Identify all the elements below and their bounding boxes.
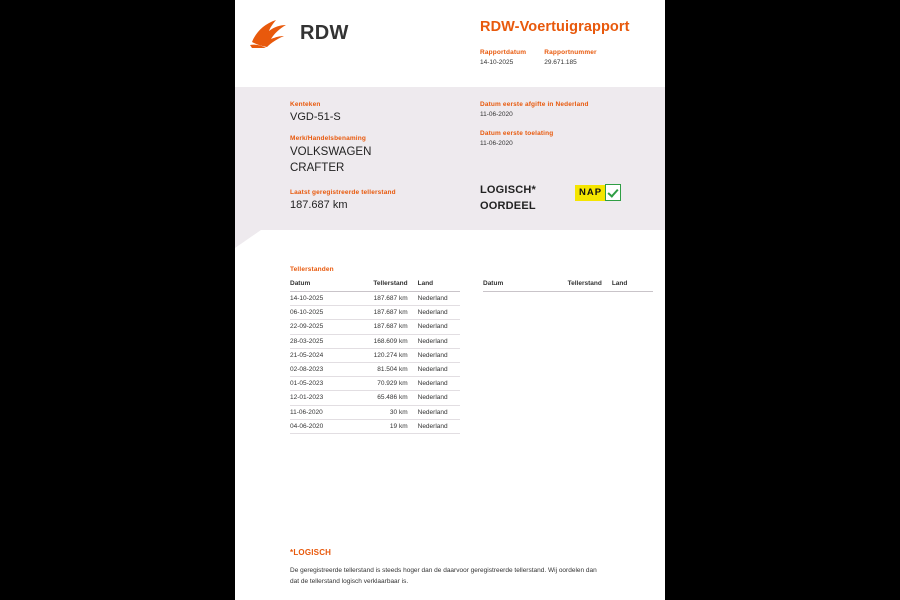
afgifte-value: 11-06-2020 [480, 111, 513, 118]
nap-label: NAP [575, 185, 605, 201]
cell-land: Nederland [408, 405, 460, 419]
report-meta [480, 49, 615, 66]
column-header-datum: Datum [290, 280, 349, 292]
cell-tellerstand: 70.929 km [349, 377, 408, 391]
cell-land: Nederland [408, 334, 460, 348]
cell-datum: 12-01-2023 [290, 391, 349, 405]
cell-datum: 28-03-2025 [290, 334, 349, 348]
tellerstanden-table-second-column [483, 280, 653, 292]
report-title: RDW-Voertuigrapport [480, 19, 630, 35]
footnote-title: *LOGISCH [290, 548, 332, 557]
document-header [235, 0, 665, 87]
kenteken-value: VGD-51-S [290, 111, 341, 123]
table-row [290, 377, 460, 391]
column-header-tellerstand: Tellerstand [543, 280, 602, 292]
vehicle-summary-left [290, 101, 396, 223]
cell-datum: 06-10-2025 [290, 306, 349, 320]
cell-land: Nederland [408, 362, 460, 376]
verdict-line2: OORDEEL [480, 199, 536, 212]
cell-datum: 01-05-2023 [290, 377, 349, 391]
cell-land: Nederland [408, 377, 460, 391]
document-page [235, 0, 665, 600]
column-header-land: Land [602, 280, 653, 292]
cell-tellerstand: 187.687 km [349, 320, 408, 334]
footnote [290, 548, 655, 588]
table-row [290, 405, 460, 419]
verdict-block [480, 183, 536, 215]
cell-land: Nederland [408, 320, 460, 334]
column-header-land: Land [408, 280, 460, 292]
table-row [290, 320, 460, 334]
meta-rapportnummer-value: 29.671.185 [544, 59, 577, 66]
laatste-tellerstand-label: Laatst geregistreerde tellerstand [290, 188, 396, 196]
rdw-flame-logo-icon [246, 16, 294, 50]
afgifte-label: Datum eerste afgifte in Nederland [480, 101, 589, 108]
cell-tellerstand: 187.687 km [349, 306, 408, 320]
cell-land: Nederland [408, 419, 460, 433]
cell-tellerstand: 120.274 km [349, 348, 408, 362]
table-header-row [290, 280, 460, 292]
cell-tellerstand: 168.609 km [349, 334, 408, 348]
cell-tellerstand: 81.504 km [349, 362, 408, 376]
cell-land: Nederland [408, 292, 460, 306]
tellerstanden-title: Tellerstanden [290, 266, 334, 273]
column-header-datum: Datum [483, 280, 543, 292]
kenteken-label: Kenteken [290, 101, 321, 108]
table-row [290, 292, 460, 306]
merk-label: Merk/Handelsbenaming [290, 135, 366, 142]
cell-datum: 22-09-2025 [290, 320, 349, 334]
column-header-tellerstand: Tellerstand [349, 280, 408, 292]
green-check-icon [605, 184, 621, 201]
vehicle-summary-band [235, 87, 665, 230]
table-row [290, 348, 460, 362]
cell-datum: 14-10-2025 [290, 292, 349, 306]
cell-land: Nederland [408, 306, 460, 320]
meta-rapportdatum-label: Rapportdatum [480, 49, 527, 56]
footnote-line2: dat de tellerstand logisch verklaarbaar is. [290, 578, 409, 586]
merk-value [290, 145, 396, 177]
toelating-value: 11-06-2020 [480, 140, 513, 147]
meta-rapportnummer-label: Rapportnummer [544, 49, 597, 56]
table-row [290, 391, 460, 405]
cell-datum: 02-08-2023 [290, 362, 349, 376]
rdw-logo [246, 16, 349, 50]
cell-tellerstand: 30 km [349, 405, 408, 419]
band-corner-notch [235, 230, 261, 248]
meta-rapportnummer [544, 49, 597, 66]
table-row [290, 306, 460, 320]
rdw-logo-text: RDW [300, 21, 349, 44]
cell-land: Nederland [408, 348, 460, 362]
cell-tellerstand: 19 km [349, 419, 408, 433]
table-header-row [483, 280, 653, 292]
nap-badge [575, 184, 621, 201]
footnote-line1: De geregistreerde tellerstand is steeds hoger dan de daarvoor geregistreerde tellerstand. Wij oordelen dan [290, 567, 597, 574]
toelating-label: Datum eerste toelating [480, 130, 554, 137]
tellerstanden-table [290, 280, 460, 434]
merk-value-line1: VOLKSWAGEN [290, 146, 372, 158]
cell-land: Nederland [408, 391, 460, 405]
cell-datum: 04-06-2020 [290, 419, 349, 433]
cell-tellerstand: 65.486 km [349, 391, 408, 405]
cell-datum: 11-06-2020 [290, 405, 349, 419]
verdict-line1: LOGISCH* [480, 184, 536, 196]
cell-datum: 21-05-2024 [290, 348, 349, 362]
merk-value-line2: CRAFTER [290, 161, 345, 174]
cell-tellerstand: 187.687 km [349, 292, 408, 306]
laatste-tellerstand-value: 187.687 km [290, 198, 348, 211]
vehicle-summary-right [480, 101, 589, 159]
meta-rapportdatum [480, 49, 526, 66]
table-row [290, 419, 460, 433]
meta-rapportdatum-value: 14-10-2025 [480, 59, 514, 66]
table-row [290, 362, 460, 376]
table-row [290, 334, 460, 348]
